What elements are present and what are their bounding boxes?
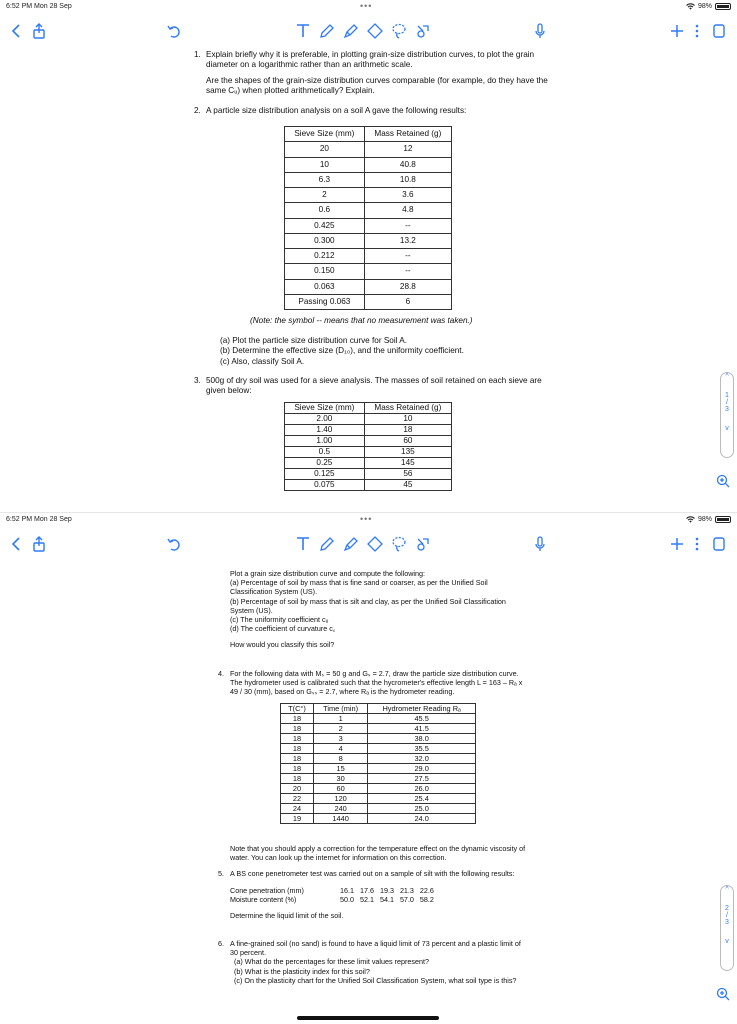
- part-d: (d) The coefficient of curvature c꜀: [230, 624, 336, 634]
- battery-icon: [715, 3, 731, 10]
- question-3: [194, 376, 556, 402]
- table-cell: --: [364, 249, 451, 264]
- page-view-icon[interactable]: [710, 535, 728, 553]
- table-cell: 0.075: [285, 480, 365, 491]
- question-text: Explain briefly why it is preferable, in plotting grain-size distribution curves, to plot the grain diameter on a logarithmic rather than an arithmetic scale.: [206, 50, 535, 70]
- pen-tool-icon[interactable]: [318, 22, 336, 40]
- question-text: For the following data with Mₛ = 50 g and Gₛ = 2.7, draw the particle size distribution curve. The hydrometer used is calibrated such that the hycrometer's effective length L = 163 – Rₐ x 49 / 30 (mm), based on Gₛₛ = 2.7, where Rₐ is the hydrometer reading.: [230, 669, 523, 697]
- table-cell: 19: [281, 814, 314, 824]
- text-tool-icon[interactable]: [294, 535, 312, 553]
- status-bar: [0, 0, 737, 14]
- table-row: [285, 249, 452, 264]
- status-right: [686, 516, 731, 523]
- table-cell: 18: [281, 734, 314, 744]
- row-label: Moisture content (%): [230, 895, 297, 905]
- part-c: (c) Also, classify Soil A.: [220, 356, 305, 366]
- table-cell: 240: [313, 804, 367, 814]
- table-cell: 3.6: [364, 188, 451, 203]
- undo-icon[interactable]: [165, 535, 183, 553]
- table-row: [281, 794, 476, 804]
- table-row: [285, 172, 452, 187]
- toolbar: [0, 531, 737, 557]
- document-page-2: [118, 559, 554, 1024]
- table-cell: 60: [313, 784, 367, 794]
- table-cell: 13.2: [364, 233, 451, 248]
- share-icon[interactable]: [30, 22, 48, 40]
- status-time: 6:52 PM Mon 28 Sep: [6, 516, 72, 523]
- table-cell: Passing 0.063: [285, 294, 365, 309]
- table-cell: 18: [281, 744, 314, 754]
- table-row: [285, 157, 452, 172]
- multitask-dots[interactable]: •••: [360, 514, 373, 524]
- question-number: 4.: [218, 669, 224, 678]
- table-cell: 120: [313, 794, 367, 804]
- table-row: [285, 469, 452, 480]
- table-cell: 18: [281, 774, 314, 784]
- table-row: [281, 754, 476, 764]
- question-2-parts: [220, 336, 550, 367]
- table-row: [285, 279, 452, 294]
- table-cell: 35.5: [368, 744, 476, 754]
- shapes-tool-icon[interactable]: [414, 22, 432, 40]
- status-time: 6:52 PM Mon 28 Sep: [6, 3, 72, 10]
- status-bar: [0, 513, 737, 527]
- question-number: 3.: [194, 376, 201, 385]
- part-a: (a) Plot the particle size distribution curve for Soil A.: [220, 336, 408, 345]
- table-cell: 32.0: [368, 754, 476, 764]
- part-b: (b) Determine the effective size (D₁₀), and the uniformity coefficient.: [220, 346, 464, 356]
- text-tool-icon[interactable]: [294, 22, 312, 40]
- battery-icon: [715, 516, 731, 523]
- table-cell: 12: [364, 142, 451, 157]
- table-row: [285, 188, 452, 203]
- table-row: [281, 714, 476, 724]
- table-cell: 18: [281, 754, 314, 764]
- zoom-icon[interactable]: [716, 474, 730, 488]
- table-cell: 18: [364, 425, 451, 436]
- table-cell: 0.300: [285, 233, 365, 248]
- app-window-bottom: [0, 512, 737, 1024]
- table-cell: 0.125: [285, 469, 365, 480]
- wifi-icon: [686, 516, 695, 523]
- page-separator: /: [726, 399, 728, 406]
- table-cell: 1.00: [285, 436, 365, 447]
- table-row: [285, 142, 452, 157]
- current-page: 1: [725, 392, 729, 399]
- total-pages: 3: [725, 919, 729, 926]
- table-cell: --: [364, 218, 451, 233]
- lasso-tool-icon[interactable]: [390, 535, 408, 553]
- table-cell: 24.0: [368, 814, 476, 824]
- table-cell: 0.425: [285, 218, 365, 233]
- part-a: (a) Percentage of soil by mass that is fine sand or coarser, as per the Unified Soil Classification System (US).: [230, 578, 488, 597]
- table-cell: 60: [364, 436, 451, 447]
- part-a: (a) What do the percentages for these limit values represent?: [234, 957, 429, 967]
- multitask-dots[interactable]: •••: [360, 1, 373, 11]
- question-number: 5.: [218, 869, 224, 878]
- table-cell: 1.40: [285, 425, 365, 436]
- part-c: (c) The uniformity coefficient cᵤ: [230, 615, 329, 625]
- table-row: [285, 203, 452, 218]
- table-cell: 0.212: [285, 249, 365, 264]
- question-6: [218, 939, 530, 985]
- table-cell: 28.8: [364, 279, 451, 294]
- table-cell: 25.0: [368, 804, 476, 814]
- table-cell: 2: [285, 188, 365, 203]
- table-cell: 20: [285, 142, 365, 157]
- table-header: Time (min): [313, 704, 367, 714]
- table-header: Mass Retained (g): [364, 403, 451, 414]
- sieve-table-soil-a: [284, 126, 452, 310]
- table-cell: 4: [313, 744, 367, 754]
- table-cell: 0.063: [285, 279, 365, 294]
- table-cell: 6.3: [285, 172, 365, 187]
- question-3-continued: [230, 569, 530, 649]
- table-note: (Note: the symbol -- means that no measurement was taken.): [250, 316, 473, 325]
- back-chevron-icon[interactable]: [8, 535, 26, 553]
- table-row: [285, 414, 452, 425]
- highlighter-tool-icon[interactable]: [342, 22, 360, 40]
- current-page: 2: [725, 905, 729, 912]
- table-row: [285, 436, 452, 447]
- chevron-down-icon[interactable]: v: [725, 425, 729, 432]
- status-right: [686, 3, 731, 10]
- table-row: [281, 784, 476, 794]
- table-header: Sieve Size (mm): [285, 403, 365, 414]
- table-row: [285, 218, 452, 233]
- pen-tool-icon[interactable]: [318, 535, 336, 553]
- sieve-table-500g: [284, 402, 452, 491]
- moisture-content-row: [230, 895, 530, 904]
- question-number: 1.: [194, 50, 201, 59]
- table-cell: 27.5: [368, 774, 476, 784]
- table-cell: 1: [313, 714, 367, 724]
- table-cell: 40.8: [364, 157, 451, 172]
- row-values: 16.1 17.6 19.3 21.3 22.6: [340, 886, 434, 896]
- back-chevron-icon[interactable]: [8, 22, 26, 40]
- table-row: [285, 264, 452, 279]
- add-page-icon[interactable]: [668, 535, 686, 553]
- table-row: [281, 724, 476, 734]
- table-cell: --: [364, 264, 451, 279]
- question-text: A BS cone penetrometer test was carried out on a sample of silt with the following results:: [230, 869, 515, 878]
- question-1: [194, 50, 556, 101]
- page-scroller[interactable]: [720, 372, 734, 458]
- table-row: [281, 814, 476, 824]
- table-row: [285, 294, 452, 309]
- table-row: [281, 774, 476, 784]
- question-text: Determine the liquid limit of the soil.: [230, 910, 344, 920]
- undo-icon[interactable]: [165, 22, 183, 40]
- table-row: [281, 764, 476, 774]
- table-row: [281, 804, 476, 814]
- wifi-icon: [686, 3, 695, 10]
- table-cell: 3: [313, 734, 367, 744]
- home-indicator[interactable]: [297, 1016, 439, 1020]
- highlighter-tool-icon[interactable]: [342, 535, 360, 553]
- table-cell: 56: [364, 469, 451, 480]
- add-page-icon[interactable]: [668, 22, 686, 40]
- shapes-tool-icon[interactable]: [414, 535, 432, 553]
- question-text: A particle size distribution analysis on a soil A gave the following results:: [206, 106, 467, 115]
- more-options-icon[interactable]: [688, 22, 706, 40]
- table-cell: 15: [313, 764, 367, 774]
- eraser-tool-icon[interactable]: [366, 22, 384, 40]
- table-cell: 45.5: [368, 714, 476, 724]
- battery-percent: 98%: [697, 3, 712, 10]
- chevron-up-icon[interactable]: ^: [725, 886, 729, 893]
- table-cell: 41.5: [368, 724, 476, 734]
- question-5: [218, 869, 530, 920]
- eraser-tool-icon[interactable]: [366, 535, 384, 553]
- table-cell: 20: [281, 784, 314, 794]
- table-cell: 2.00: [285, 414, 365, 425]
- toolbar: [0, 18, 737, 44]
- microphone-icon[interactable]: [531, 535, 549, 553]
- question-number: 6.: [218, 939, 224, 948]
- lasso-tool-icon[interactable]: [390, 22, 408, 40]
- table-cell: 135: [364, 447, 451, 458]
- question-number: 2.: [194, 106, 201, 115]
- table-cell: 22: [281, 794, 314, 804]
- table-row: [285, 425, 452, 436]
- table-cell: 8: [313, 754, 367, 764]
- table-cell: 0.6: [285, 203, 365, 218]
- question-text: 500g of dry soil was used for a sieve analysis. The masses of soil retained on each sieve are given below:: [206, 376, 542, 396]
- viscosity-note: Note that you should apply a correction for the temperature effect on the dynamic viscosity of water. You can look up the internet for information on this correction.: [230, 844, 526, 863]
- part-c: (c) On the plasticity chart for the Unified Soil Classification System, what soil type is this?: [234, 975, 517, 985]
- table-cell: 10: [364, 414, 451, 425]
- question-2: [194, 106, 556, 121]
- table-row: [285, 458, 452, 469]
- total-pages: 3: [725, 406, 729, 413]
- table-row: [281, 744, 476, 754]
- table-header: Hydrometer Reading Rₐ: [368, 704, 476, 714]
- chevron-up-icon[interactable]: ^: [725, 373, 729, 380]
- table-cell: 145: [364, 458, 451, 469]
- row-label: Cone penetration (mm): [230, 886, 304, 896]
- table-cell: 0.5: [285, 447, 365, 458]
- question-text: Are the shapes of the grain-size distribution curves comparable (for example, do they have the same Cᵤ) when plotted arithmetically? Explain.: [206, 75, 548, 95]
- more-options-icon[interactable]: [688, 535, 706, 553]
- table-cell: 0.25: [285, 458, 365, 469]
- zoom-icon[interactable]: [716, 987, 730, 1001]
- question-text: How would you classify this soil?: [230, 639, 335, 649]
- page-view-icon[interactable]: [710, 22, 728, 40]
- question-4: [218, 669, 530, 697]
- part-b: (b) What is the plasticity index for this soil?: [234, 966, 370, 976]
- table-cell: 24: [281, 804, 314, 814]
- table-cell: 4.8: [364, 203, 451, 218]
- page-separator: /: [726, 912, 728, 919]
- table-row: [285, 447, 452, 458]
- table-cell: 26.0: [368, 784, 476, 794]
- battery-percent: 98%: [697, 516, 712, 523]
- question-text: A fine-grained soil (no sand) is found to have a liquid limit of 73 percent and a plastic limit of 30 percent.: [230, 939, 521, 958]
- table-cell: 2: [313, 724, 367, 734]
- table-cell: 1440: [313, 814, 367, 824]
- share-icon[interactable]: [30, 535, 48, 553]
- table-cell: 18: [281, 764, 314, 774]
- table-cell: 18: [281, 724, 314, 734]
- table-header: Sieve Size (mm): [285, 127, 365, 142]
- page-scroller[interactable]: [720, 885, 734, 971]
- table-cell: 30: [313, 774, 367, 784]
- chevron-down-icon[interactable]: v: [725, 938, 729, 945]
- table-row: [281, 734, 476, 744]
- microphone-icon[interactable]: [531, 22, 549, 40]
- row-values: 50.0 52.1 54.1 57.0 58.2: [340, 895, 434, 905]
- table-cell: 25.4: [368, 794, 476, 804]
- part-b: (b) Percentage of soil by mass that is silt and clay, as per the Unified Soil Classification System (US).: [230, 596, 506, 615]
- table-row: [285, 233, 452, 248]
- question-text: Plot a grain size distribution curve and compute the following:: [230, 569, 425, 578]
- table-row: [285, 480, 452, 491]
- cone-penetration-row: [230, 886, 530, 895]
- table-cell: 45: [364, 480, 451, 491]
- table-header: T(C°): [281, 704, 314, 714]
- table-cell: 29.0: [368, 764, 476, 774]
- table-cell: 38.0: [368, 734, 476, 744]
- hydrometer-table: [280, 703, 476, 824]
- table-cell: 6: [364, 294, 451, 309]
- document-page-1: [118, 46, 554, 512]
- table-cell: 10.8: [364, 172, 451, 187]
- table-header: Mass Retained (g): [364, 127, 451, 142]
- table-cell: 0.150: [285, 264, 365, 279]
- table-cell: 18: [281, 714, 314, 724]
- table-cell: 10: [285, 157, 365, 172]
